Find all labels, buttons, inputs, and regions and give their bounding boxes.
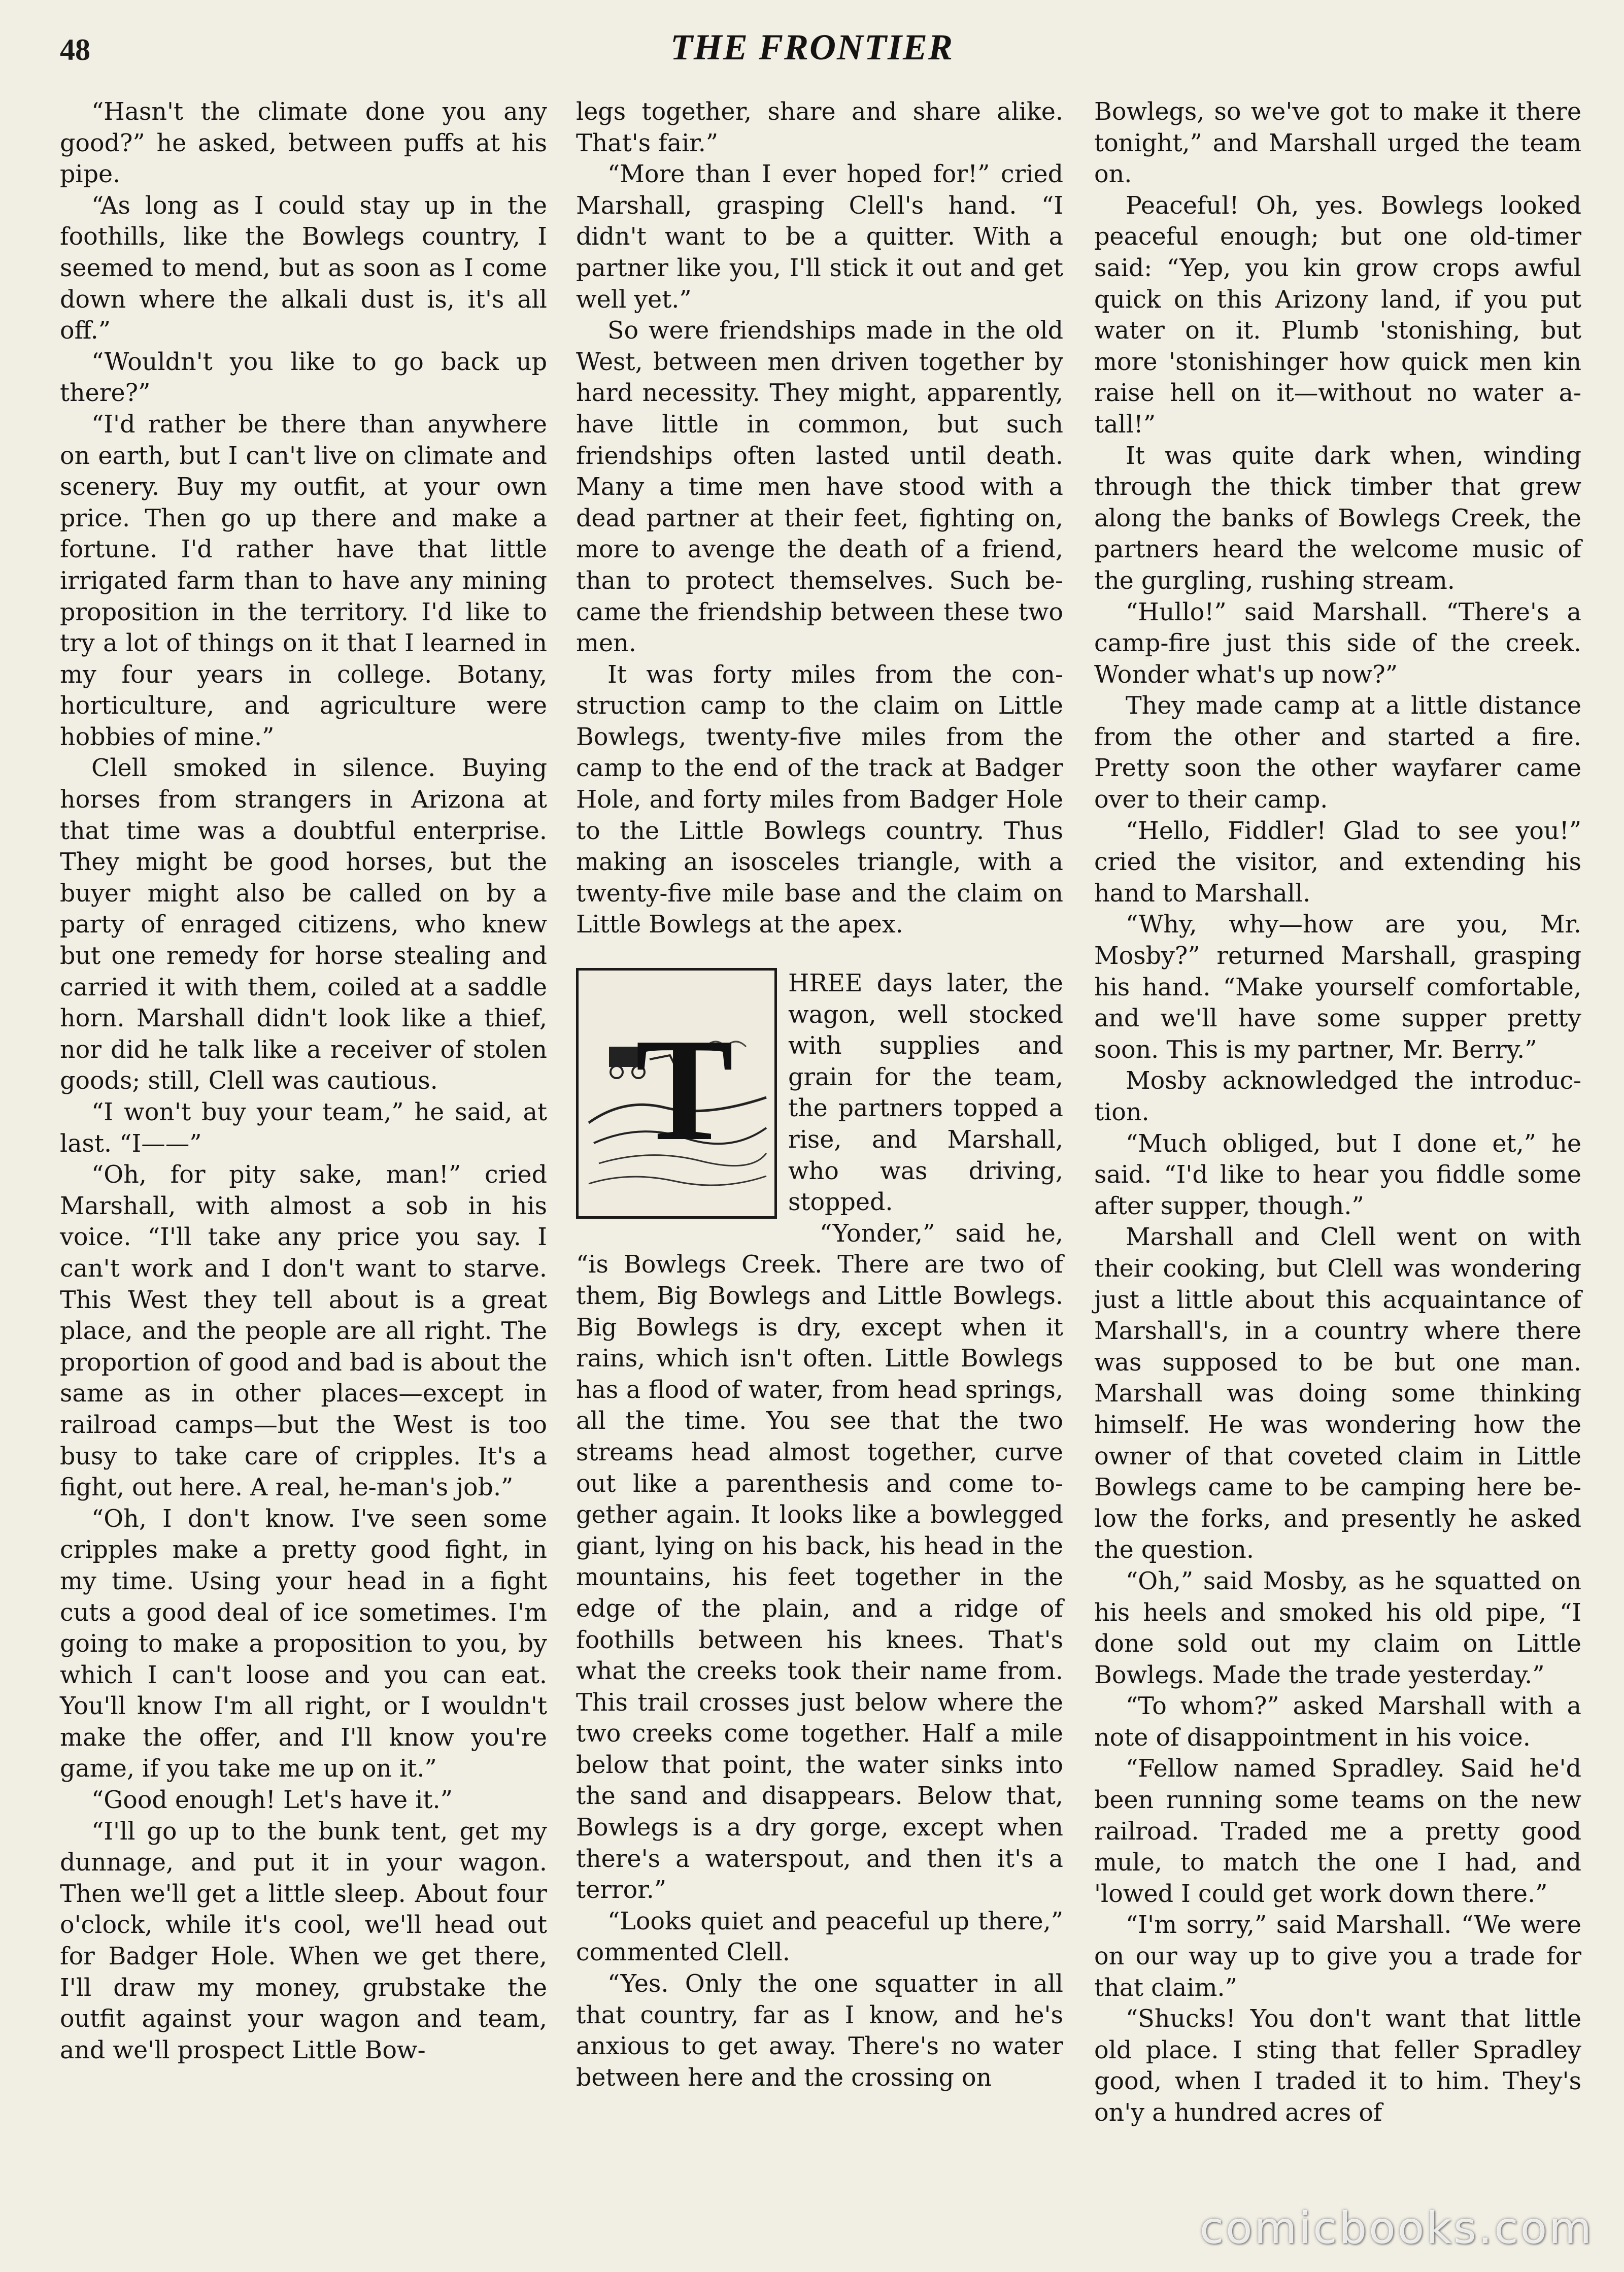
paragraph: Clell smoked in silence. Buying horses from strangers in Arizona at that time was a doubtful enterprise. They might be good horses, but the buyer might also be called on by a party of enraged citizens, who knew but one remedy for horse stealing and carried it with them, coiled at a saddle horn. Marshall didn't look like a thief, nor did he talk like a receiver of stolen goods; still, Clell was cautious. bbox=[60, 754, 547, 1095]
paragraph: Marshall and Clell went on with their cooking, but Clell was wondering just a little about this acquaintance of Marshall's, in a country where there was supposed to be but one man. Marshall was doing some thinking himself. He was wondering how the owner of that coveted claim in Little Bowlegs came to be camping here below the forks, and presently he asked the question. bbox=[1094, 1223, 1581, 1564]
paragraph: It was quite dark when, winding through the thick timber that grew along the banks of Bowlegs Creek, the partners heard the welcome music of the gurgling, rushing stream. bbox=[1094, 442, 1581, 595]
paragraph: “I'm sorry,” said Marshall. “We were on our way up to give you a trade for that claim.” bbox=[1094, 1911, 1581, 2002]
paragraph: “Oh, for pity sake, man!” cried Marshall, with almost a sob in his voice. “I'll take any price you say. I can't work and I don't want to starve. This West they tell about is a great place, and the people are all right. The proportion of good and bad is about the same as in other places—except in railroad camps—but the West is too busy to take care of cripples. It's a fight, out here. A real, he-man's job.” bbox=[60, 1161, 547, 1502]
paragraph: “Hasn't the climate done you any good?” he asked, between puffs at his pipe. bbox=[60, 98, 547, 189]
paragraph: “I won't buy your team,” he said, at last. “I——” bbox=[60, 1098, 547, 1158]
paragraph: “Much obliged, but I done et,” he said. “I'd like to hear you fiddle some after supper, though.” bbox=[1094, 1129, 1581, 1220]
paragraph: They made camp at a little distance from the other and started a fire. Pretty soon the other wayfarer came over to their camp. bbox=[1094, 692, 1581, 814]
paragraph: “Oh, I don't know. I've seen some cripples make a pretty good fight, in my time. Using your head in a fight cuts a good deal of ice sometimes. I'm going to make a proposition to you, by which I can't loose and you can eat. You'll know I'm all right, or I wouldn't make the offer, and I'll know you're game, if you take me up on it.” bbox=[60, 1505, 547, 1783]
paragraph: “Yonder,” said he, “is Bowlegs Creek. There are two of them, Big Bowlegs and Little Bowlegs. Big Bowlegs is dry, except when it rains, which isn't often. Little Bowlegs has a flood of water, from head springs, all the time. You see that the two streams head almost together, curve out like a parenthesis and come together again. It looks like a bowlegged giant, lying on his back, his head in the mountains, his feet together in the edge of the plain, and a ridge of foothills between his knees. That's what the creeks took their name from. This trail crosses just below where the two creeks come together. Half a mile below that point, the water sinks into the sand and disappears. Below that, Bowlegs is a dry gorge, except when there's a waterspout, and then it's a terror.” bbox=[576, 1219, 1063, 1905]
paragraph: “Oh,” said Mosby, as he squatted on his heels and smoked his old pipe, “I done sold out my claim on Little Bowlegs. Made the trade yesterday.” bbox=[1094, 1567, 1581, 1689]
paragraph: “Yes. Only the one squatter in all that country, far as I know, and he's anxious to get away. There's no water between here and the crossing on bbox=[576, 1970, 1063, 2092]
drop-cap-letter: T bbox=[635, 1008, 734, 1172]
text-column-3 bbox=[1094, 96, 1581, 2129]
paragraph: So were friendships made in the old West, between men driven together by hard necessity. They might, apparently, have little in common, but such friendships often lasted until death. Many a time men have stood with a dead partner at their feet, fighting on, more to avenge the death of a friend, than to protect themselves. Such became the friendship between these two men. bbox=[576, 317, 1063, 658]
page-number: 48 bbox=[60, 33, 90, 66]
paragraph: “Good enough! Let's have it.” bbox=[91, 1786, 453, 1815]
paragraph: “Wouldn't you like to go back up there?” bbox=[60, 348, 547, 408]
drop-cap-illustration bbox=[576, 968, 777, 1219]
text-column-1 bbox=[60, 96, 547, 2066]
paragraph: “To whom?” asked Marshall with a note of disappointment in his voice. bbox=[1094, 1692, 1581, 1752]
site-watermark: comicbooks.com bbox=[1199, 2203, 1594, 2254]
paragraph: “As long as I could stay up in the foothills, like the Bowlegs country, I seemed to mend, but as soon as I come down where the alkali dust is, it's all off.” bbox=[60, 191, 547, 345]
drop-cap-section bbox=[576, 968, 1063, 1218]
paragraph: “Hello, Fiddler! Glad to see you!” cried the visitor, and extending his hand to Marshall. bbox=[1094, 817, 1581, 908]
paragraph: Peaceful! Oh, yes. Bowlegs looked peaceful enough; but one old-timer said: “Yep, you kin grow crops awful quick on this Arizony land, if you put water on it. Plumb 'stonishing, but more 'stonishinger how quick men kin raise hell on it—without no water a-tall!” bbox=[1094, 191, 1581, 439]
paragraph: “Looks quiet and peaceful up there,” commented Clell. bbox=[576, 1907, 1063, 1967]
paragraph: legs together, share and share alike. That's fair.” bbox=[576, 98, 1063, 157]
paragraph: It was forty miles from the construction camp to the claim on Little Bowlegs, twenty-five miles from the camp to the end of the track at Badger Hole, and forty miles from Badger Hole to the Little Bowlegs country. Thus making an isosceles triangle, with a twenty-five mile base and the claim on Little Bowlegs at the apex. bbox=[576, 660, 1063, 939]
running-head-title: THE FRONTIER bbox=[670, 27, 954, 68]
paragraph: “More than I ever hoped for!” cried Marshall, grasping Clell's hand. “I didn't want to be a quitter. With a partner like you, I'll stick it out and get well yet.” bbox=[576, 160, 1063, 314]
paragraph: “Hullo!” said Marshall. “There's a camp-fire just this side of the creek. Wonder what's up now?” bbox=[1094, 598, 1581, 689]
paragraph: Mosby acknowledged the introduction. bbox=[1094, 1067, 1581, 1126]
paragraph: “Fellow named Spradley. Said he'd been running some teams on the new railroad. Traded me a pretty good mule, to match the one I had, and 'lowed I could get work down there.” bbox=[1094, 1755, 1581, 1908]
text-column-2 bbox=[576, 96, 1063, 2093]
paragraph: “Why, why—how are you, Mr. Mosby?” returned Marshall, grasping his hand. “Make yourself comfortable, and we'll have some supper pretty soon. This is my partner, Mr. Berry.” bbox=[1094, 911, 1581, 1064]
paragraph: Bowlegs, so we've got to make it there tonight,” and Marshall urged the team on. bbox=[1094, 98, 1581, 189]
paragraph: “I'll go up to the bunk tent, get my dunnage, and put it in your wagon. Then we'll get a little sleep. About four o'clock, while it's cool, we'll head out for Badger Hole. When we get there, I'll draw my money, grubstake the outfit against your wagon and team, and we'll prospect Little Bow- bbox=[60, 1817, 547, 2064]
paragraph: “Shucks! You don't want that little old place. I sting that feller Spradley good, when I traded it to him. They's on'y a hundred acres of bbox=[1094, 2005, 1581, 2127]
paragraph: HREE days later, the wagon, well stocked with supplies and grain for the team, the partners topped a rise, and Marshall, who was driving, stopped. bbox=[788, 970, 1063, 1217]
paragraph: “I'd rather be there than anywhere on earth, but I can't live on climate and scenery. Buy my outfit, at your own price. Then go up there and make a fortune. I'd rather have that little irrigated farm than to have any mining proposition in the territory. I'd like to try a lot of things on it that I learned in my four years in college. Botany, horticulture, and agriculture were hobbies of mine.” bbox=[60, 410, 547, 751]
